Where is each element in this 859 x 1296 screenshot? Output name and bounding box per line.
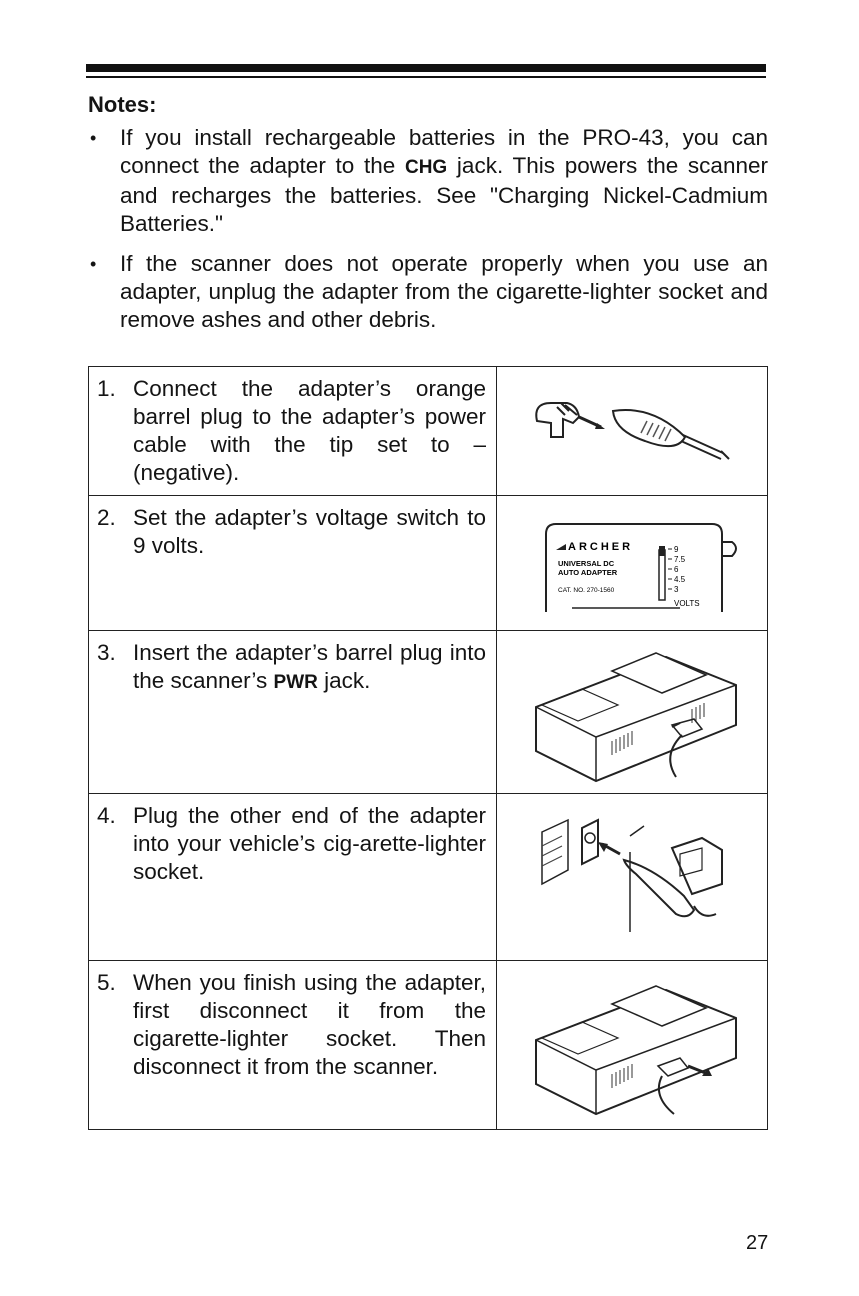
step-row <box>89 630 767 793</box>
step-number: 3. <box>97 640 116 665</box>
adapter-brand: ARCHER <box>568 541 634 553</box>
step-row <box>89 495 767 630</box>
step-row <box>89 960 767 1129</box>
pwr-jack-label: PWR <box>273 672 318 693</box>
adapter-catalog: CAT. NO. 270-1560 <box>558 587 615 594</box>
header-rule-thin <box>86 76 766 78</box>
voltage-setting: 3 <box>674 585 679 594</box>
bullet-icon: • <box>90 128 97 148</box>
step-number: 2. <box>97 505 116 530</box>
step-number: 4. <box>97 803 116 828</box>
page-number: 27 <box>746 1232 769 1254</box>
note-item: • If you install rechargeable batteries in the PRO-43, you can connect the adapter to the CHG jack. This powers the scanner and recharges the batteries. See "Charging Nickel-Cadmium Batteries." <box>90 125 768 236</box>
notes-list <box>88 124 768 346</box>
adapter-line2: AUTO ADAPTER <box>558 568 618 577</box>
scanner-disconnect-illustration <box>497 961 767 1129</box>
barrel-plug-illustration <box>497 367 767 495</box>
voltage-setting: 9 <box>674 545 679 554</box>
voltage-switch-slot <box>659 550 665 600</box>
scanner-icon <box>512 637 752 787</box>
steps-table <box>88 366 768 1130</box>
step-number: 5. <box>97 970 116 995</box>
adapter-label-icon <box>512 508 752 618</box>
step-text: Insert the adapter’s barrel plug into the scanner’s PWR jack. <box>133 640 486 693</box>
scanner-disconnect-icon <box>512 970 752 1120</box>
volts-label: VOLTS <box>674 599 700 608</box>
voltage-setting: 7.5 <box>674 555 686 564</box>
voltage-switch-knob <box>659 546 665 556</box>
barrel-plug-icon <box>517 381 747 481</box>
adapter-line1: UNIVERSAL DC <box>558 559 615 568</box>
voltage-setting: 6 <box>674 565 679 574</box>
step-row <box>89 367 767 495</box>
voltage-switch-illustration <box>497 496 767 630</box>
step-row <box>89 793 767 960</box>
step-text: Set the adapter’s voltage switch to 9 volts. <box>133 505 486 558</box>
cigarette-lighter-icon <box>512 802 752 952</box>
voltage-setting: 4.5 <box>674 575 686 584</box>
chg-jack-label: CHG <box>404 157 448 178</box>
step-text: Connect the adapter’s orange barrel plug to the adapter’s power cable with the tip set to – (negative). <box>133 376 486 485</box>
step-text: When you finish using the adapter, first disconnect it from the cigarette-lighter socket. Then disconnect it from the scanner. <box>133 970 486 1079</box>
scanner-pwr-illustration <box>497 631 767 793</box>
note-item: • If the scanner does not operate properly when you use an adapter, unplug the adapter from the cigarette-lighter socket and remove ashes and other debris. <box>90 251 768 332</box>
notes-title: Notes: <box>88 92 157 117</box>
header-rule-thick <box>86 64 766 72</box>
step-text: Plug the other end of the adapter into your vehicle’s cig-arette-lighter socket. <box>133 803 486 884</box>
cigarette-lighter-illustration <box>497 794 767 960</box>
bullet-icon: • <box>90 254 97 274</box>
step-number: 1. <box>97 376 116 401</box>
